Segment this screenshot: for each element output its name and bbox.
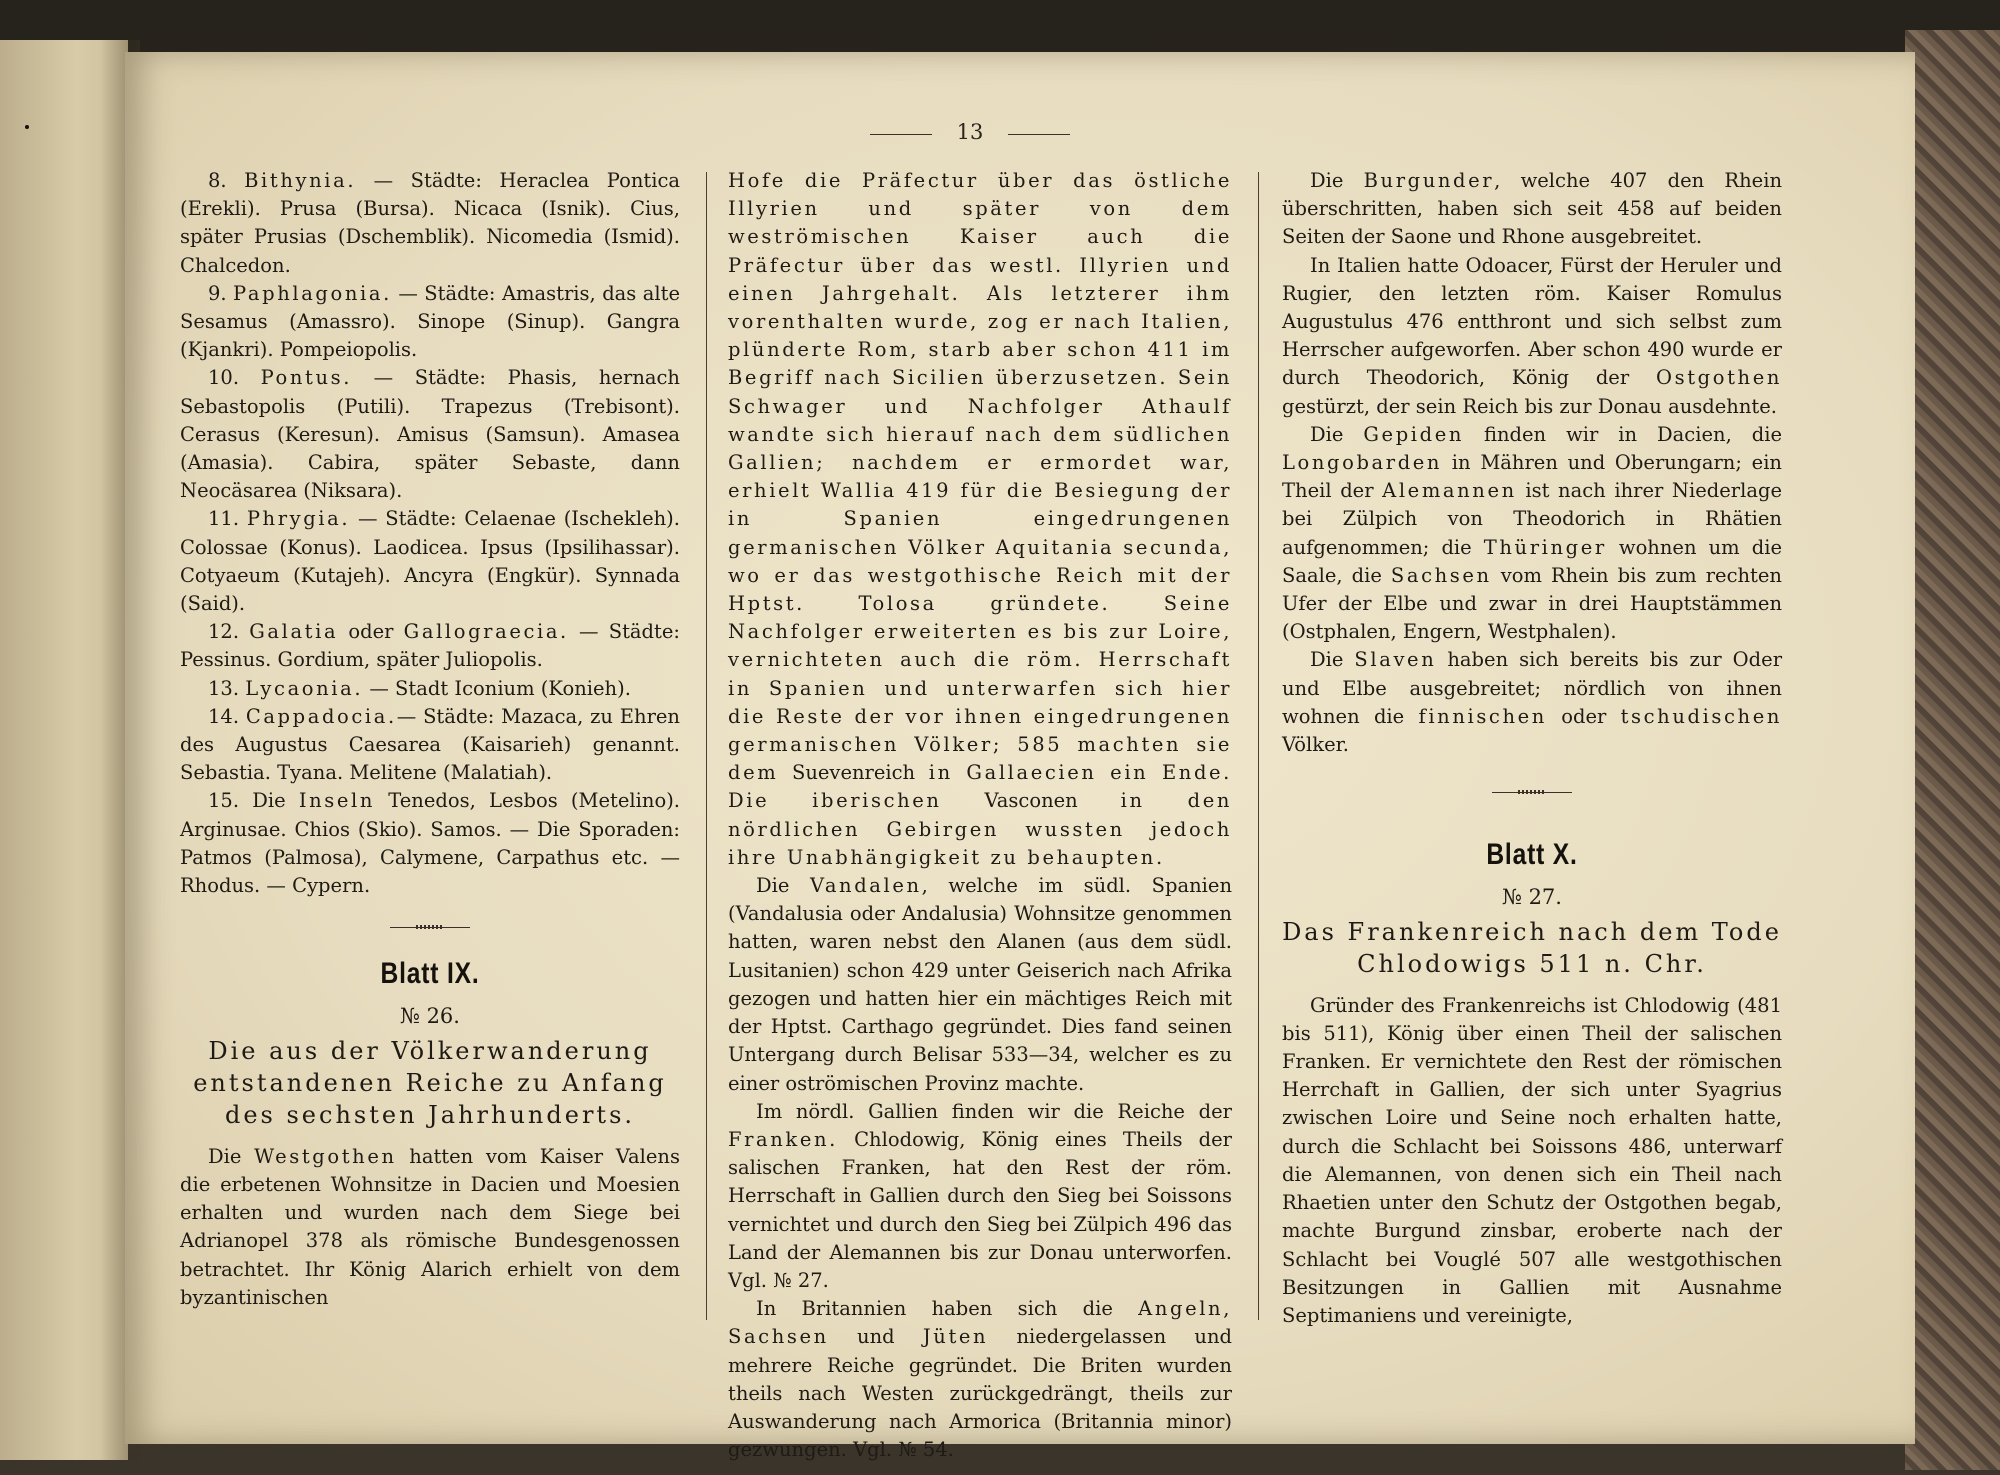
section-blatt-ix	[180, 924, 680, 1312]
blatt-title: Blatt X.	[1486, 838, 1578, 872]
text-run: , welche 407 den Rhein überschritten, haben sich seit 458 auf beiden Seiten der Saone und Rhone ausgebreitet.	[1282, 169, 1783, 249]
text-run: 15. Die	[208, 789, 299, 813]
map-number: № 26.	[400, 1004, 460, 1029]
spaced-term: Inseln	[298, 789, 376, 813]
paragraph	[180, 167, 680, 280]
spaced-term: in Gallaecien ein Ende. Die iberischen	[728, 761, 1232, 813]
spaced-term: Gepiden	[1363, 422, 1464, 446]
column-3-paragraphs	[1282, 167, 1782, 759]
column-1	[180, 167, 680, 1312]
column-1-paragraphs	[180, 167, 680, 900]
section-blatt-x	[1282, 789, 1782, 1330]
text-run: und	[828, 1325, 923, 1349]
paragraph	[180, 675, 680, 703]
column-rule	[1258, 172, 1259, 1320]
spaced-term: Jüten	[922, 1325, 989, 1349]
paragraph	[180, 280, 680, 365]
paragraph	[1282, 167, 1782, 252]
column-2-paragraphs	[728, 167, 1232, 1464]
spaced-term: Hofe die Präfectur über das östliche Illyrien und später von dem weströmischen Kaiser auch die Präfectur über das westl. Illyrien und einen Jahrgehalt. Als letzterer ihm vorenthalten wurde, zog er nach Italien, plünderte Rom, starb aber schon 411 im Begriff nach Sicilien überzusetzen. Sein Schwager und Nachfolger Athaulf wandte sich hierauf nach dem südlichen Gallien; nachdem er ermordet war, erhielt Wallia 419 für die Besiegung der in Spanien eingedrungenen germanischen Völker Aquitania secunda, wo er das westgothische Reich mit der Hptst. Tolosa gründete. Seine Nachfolger erweiterten es bis zur Loire, vernichteten auch die röm. Herrschaft in Spanien und unterwarfen sich hier die Reste der vor ihnen eingedrungenen germanischen Völker; 585 machten sie dem	[728, 169, 1232, 785]
text-run: — Städte: Mazaca, zu Ehren des Augustus Caesarea (Kaisarieh) genannt. Sebastia. Tyana. Melitene (Malatiah).	[180, 704, 680, 785]
text-run: Tenedos, Lesbos (Metelino). Arginusae. Chios (Skio). Samos. — Die Sporaden: Patmos (Palmosa), Calymene, Carpathus etc. — Rhodus. — Cypern.	[180, 789, 680, 898]
ornament-divider	[390, 924, 470, 932]
spaced-term: Franken.	[728, 1127, 838, 1151]
spaced-term: Cappadocia.	[245, 704, 397, 728]
text-run: niedergelassen und mehrere Reiche gegründet. Die Briten wurden theils nach Westen zurückgedrängt, theils zur Auswanderung nach Armorica (Britannia minor) gezwungen. Vgl. № 54.	[728, 1325, 1232, 1462]
text-run: 13.	[208, 676, 246, 700]
spaced-term: Westgothen	[254, 1144, 397, 1168]
text-run: In Italien hatte Odoacer, Fürst der Heruler und Rugier, den letzten röm. Kaiser Romulus Augustulus 476 entthront und sich selbst zum Herrscher aufgeworfen. Aber schon 490 wurde er durch Theodorich, König der	[1282, 253, 1782, 390]
column-3	[1282, 167, 1782, 1330]
paragraph	[180, 787, 680, 900]
text-run: — Städte: Celaenae (Ischekleh). Colossae (Konus). Laodicea. Ipsus (Ipsilihassar). Cotyaeum (Kutajeh). Ancyra (Engkür). Synnada (Said).	[180, 507, 680, 616]
text-run: In Britannien haben sich die	[756, 1297, 1139, 1321]
text-run: — Städte: Heraclea Pontica (Erekli). Prusa (Bursa). Nicaca (Isnik). Cius, später Prusias (Dschemblik). Nicomedia (Ismid). Chalcedon.	[180, 169, 680, 277]
text-run: Vasconen	[984, 789, 1078, 813]
text-run: — Städte: Phasis, hernach Sebastopolis (Putili). Trapezus (Trebisont). Cerasus (Keresun). Amisus (Samsun). Amasea (Amasia). Cabira, später Sebaste, dann Neocäsarea (Niksara).	[180, 366, 680, 503]
text-run: Völker.	[1282, 733, 1350, 757]
text-run: finden wir in Dacien, die	[1464, 422, 1782, 446]
blatt-title: Blatt IX.	[380, 957, 480, 991]
section-heading: Das Frankenreich nach dem Tode Chlodowigs 511 n. Chr.	[1282, 917, 1782, 978]
paragraph	[180, 505, 680, 618]
spaced-term: Pontus.	[260, 366, 353, 390]
paragraph	[1282, 252, 1782, 421]
text-run: Die	[1310, 648, 1355, 672]
text-run: wohnen um die Saale, die	[1282, 535, 1782, 587]
text-run: Die	[1310, 422, 1364, 446]
text-run: ist nach ihrer Niederlage bei Zülpich von Theodorich in Rhätien aufgenommen; die	[1282, 479, 1782, 559]
text-run: 10.	[208, 366, 261, 390]
text-run: 14.	[208, 704, 246, 728]
spaced-term: Lycaonia.	[245, 676, 364, 700]
text-run: 11.	[208, 507, 247, 531]
spaced-term: Slaven	[1354, 648, 1437, 672]
paragraph	[728, 167, 1232, 872]
text-run: Die	[756, 874, 810, 898]
paragraph	[180, 618, 680, 674]
marbled-cover-edge	[1905, 30, 2000, 1470]
paragraph	[1282, 646, 1782, 759]
map-number: № 27.	[1502, 885, 1562, 910]
section-heading: Die aus der Völkerwanderung entstandenen Reiche zu Anfang des sechsten Jahrhunderts.	[193, 1036, 667, 1129]
spaced-term: Ostgothen	[1656, 366, 1782, 390]
text-run: in Mähren und Oberungarn; ein Theil der	[1282, 451, 1782, 503]
spaced-term: Phrygia.	[246, 507, 351, 531]
spaced-term: Sachsen	[1390, 563, 1492, 587]
text-run: oder	[338, 620, 404, 644]
spaced-term: Vandalen	[809, 874, 922, 898]
spaced-term: Burgunder	[1363, 169, 1495, 192]
spaced-term: Alemannen	[1382, 479, 1517, 503]
text-run: oder	[1546, 704, 1621, 728]
text-run: gestürzt, der sein Reich bis zur Donau ausdehnte.	[1282, 394, 1777, 418]
page-number: 13	[860, 120, 1080, 150]
column-2	[728, 167, 1232, 1464]
paragraph	[180, 703, 680, 788]
text-run: Gründer des Frankenreichs ist Chlodowig (481 bis 511), König über einen Theil der salischen Franken. Er vernichtete den Rest der römischen Herrchaft in Gallien, der sich unter Syagrius zwischen Loire und Seine noch erhalten hatte, durch die Schlacht bei Soissons 486, unterwarf die Alemannen, von denen sich ein Theil nach Rhaetien unter den Schutz der Ostgothen begab, machte Burgund zinsbar, eroberte nach der Schlacht bei Vouglé 507 alle westgothischen Besitzungen in Gallien mit Ausnahme Septimaniens und vereinigte,	[1282, 993, 1782, 1327]
spaced-term: Galatia	[249, 620, 339, 644]
text-run: Im nördl. Gallien finden wir die Reiche der	[756, 1099, 1232, 1123]
section-intro	[1282, 992, 1782, 1330]
text-run: Chlodowig, König eines Theils der salischen Franken, hat den Rest der röm. Herrschaft in Gallien durch den Sieg bei Soissons vernichtet und durch den Sieg bei Zülpich 496 das Land der Alemannen bis zur Donau unterworfen. Vgl. № 27.	[728, 1127, 1232, 1292]
text-run: Suevenreich	[791, 761, 916, 785]
text-run: — Städte: Pessinus. Gordium, später Juliopolis.	[180, 620, 680, 672]
section-intro	[180, 1143, 680, 1312]
paragraph	[728, 872, 1232, 1098]
spaced-term: tschudischen	[1620, 704, 1782, 728]
paragraph	[728, 1295, 1232, 1464]
text-run: hatten vom Kaiser Valens die erbetenen Wohnsitze in Dacien und Moesien erhalten und wurden nach dem Siege bei Adrianopel 378 als römische Bundesgenossen betrachtet. Ihr König Alarich erhielt von dem byzantinischen	[180, 1144, 680, 1309]
column-rule	[706, 172, 707, 1320]
text-run: haben sich bereits bis zur Oder und Elbe ausgebreitet; nördlich von ihnen wohnen die	[1282, 648, 1783, 728]
spaced-term: finnischen	[1418, 704, 1547, 728]
paragraph	[180, 364, 680, 505]
text-run: — Städte: Amastris, das alte Sesamus (Amassro). Sinope (Sinup). Gangra (Kjankri). Pompeiopolis.	[180, 281, 680, 362]
text-run: 9.	[208, 281, 234, 305]
text-run: 8.	[208, 169, 245, 192]
text-run: — Stadt Iconium (Konieh).	[363, 676, 631, 700]
scan-dot	[25, 125, 29, 129]
text-run: vom Rhein bis zum rechten Ufer der Elbe und zwar in drei Hauptstämmen (Ostphalen, Engern, Westphalen).	[1282, 563, 1782, 644]
spaced-term: Bithynia.	[244, 169, 357, 192]
spaced-term: Angeln, Sachsen	[728, 1297, 1232, 1349]
text-run: , welche im südl. Spanien (Vandalusia oder Andalusia) Wohnsitze genommen hatten, waren nebst den Alanen (aus dem südl. Lusitanien) schon 429 unter Geiserich nach Afrika gezogen und hatten hier ein mächtiges Reich mit der Hptst. Carthago gegründet. Dies fand seinen Untergang durch Belisar 533—34, welcher es zu einer oströmischen Provinz machte.	[728, 874, 1232, 1095]
paragraph	[1282, 421, 1782, 647]
ornament-divider	[1492, 789, 1572, 797]
spaced-term: Longobarden	[1282, 451, 1443, 475]
text-run: Die	[208, 1144, 255, 1168]
spaced-term: Paphlagonia.	[233, 281, 392, 305]
text-run: 12.	[208, 620, 250, 644]
spaced-term: Thüringer	[1483, 535, 1607, 559]
paragraph	[728, 1098, 1232, 1295]
text-run: Die	[1310, 169, 1364, 192]
spaced-term: in den nördlichen Gebirgen wussten jedoch ihre Unabhängigkeit zu behaupten.	[728, 789, 1232, 869]
spaced-term: Gallograecia.	[403, 620, 569, 644]
